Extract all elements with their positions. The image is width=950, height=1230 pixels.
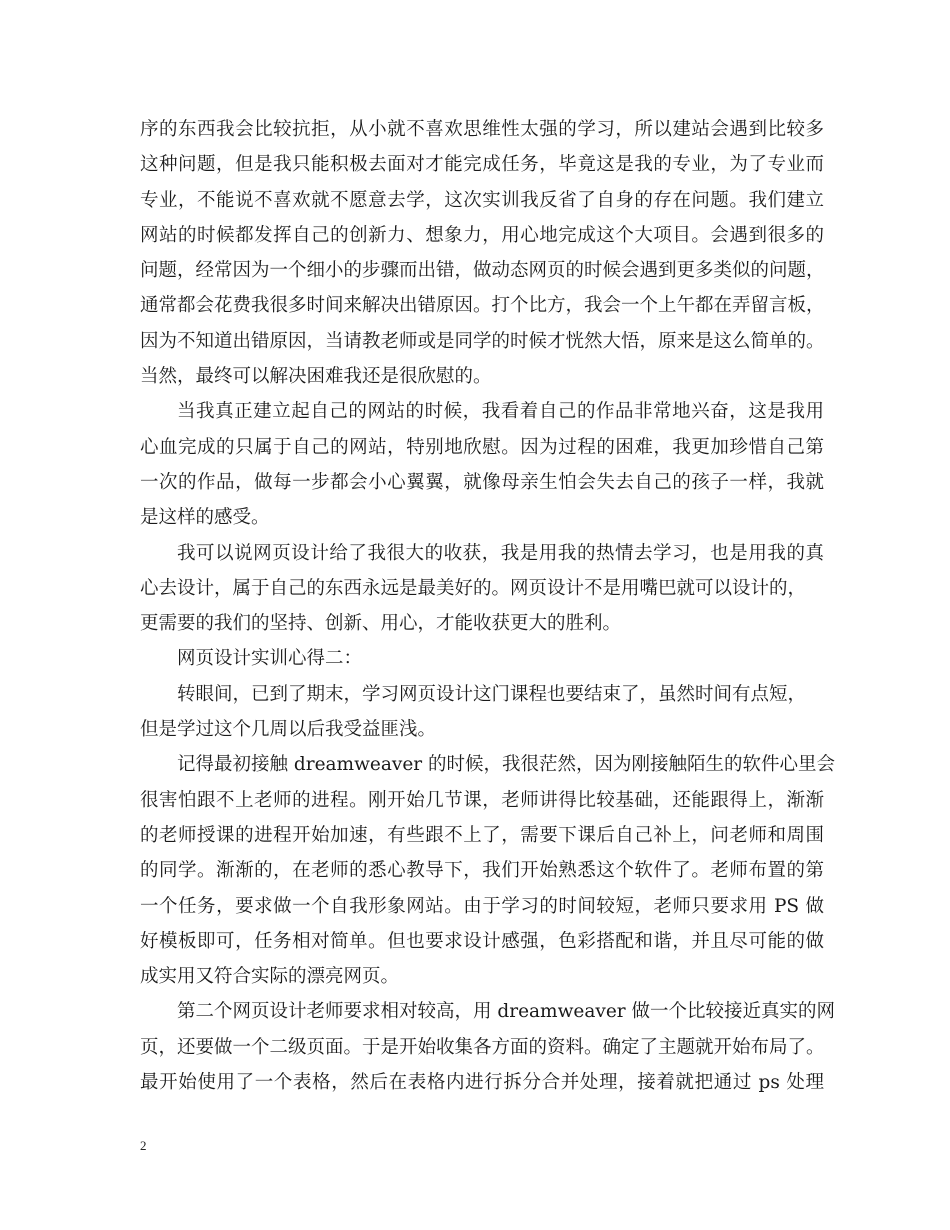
text-line: 网站的时候都发挥自己的创新力、想象力，用心地完成这个大项目。会遇到很多的 [140,224,824,246]
text-line: 第二个网页设计老师要求相对较高，用 dreamweaver 做一个比较接近真实的网 [177,1001,836,1023]
text-line: 好模板即可，任务相对简单。但也要求设计感强，色彩搭配和谐，并且尽可能的做 [140,930,824,952]
body-text [140,112,836,1100]
text-line: 这种问题，但是我只能积极去面对才能完成任务，毕竟这是我的专业，为了专业而 [140,154,824,176]
text-line: 记得最初接触 dreamweaver 的时候，我很茫然，因为刚接触陌生的软件心里会 [177,754,836,776]
text-line: 的老师授课的进程开始加速，有些跟不上了，需要下课后自己补上，问老师和周围 [140,824,824,846]
text-line: 是这样的感受。 [140,507,270,529]
text-line: 问题，经常因为一个细小的步骤而出错，做动态网页的时候会遇到更多类似的问题， [140,260,825,282]
text-line: 最开始使用了一个表格，然后在表格内进行拆分合并处理，接着就把通过 ps 处理 [140,1072,824,1094]
text-line: 转眼间，已到了期末，学习网页设计这门课程也要结束了，虽然时间有点短， [177,683,807,705]
text-line: 网页设计实训心得二： [177,648,363,670]
text-line: 成实用又符合实际的漂亮网页。 [140,966,400,988]
text-line: 心血完成的只属于自己的网站，特别地欣慰。因为过程的困难，我更加珍惜自己第 [140,436,824,458]
text-line: 专业，不能说不喜欢就不愿意去学，这次实训我反省了自身的存在问题。我们建立 [140,189,824,211]
text-line: 页，还要做一个二级页面。于是开始收集各方面的资料。确定了主题就开始布局了。 [140,1036,825,1058]
text-line: 的同学。渐渐的，在老师的悉心教导下，我们开始熟悉这个软件了。老师布置的第 [140,860,824,882]
page-number: 2 [140,1138,147,1153]
text-line: 通常都会花费我很多时间来解决出错原因。打个比方，我会一个上午都在弄留言板， [140,295,825,317]
text-line: 当我真正建立起自己的网站的时候，我看着自己的作品非常地兴奋，这是我用 [177,401,824,423]
text-line: 但是学过这个几周以后我受益匪浅。 [140,719,437,741]
text-line: 心去设计，属于自己的东西永远是最美好的。网页设计不是用嘴巴就可以设计的， [140,577,807,599]
text-line: 更需要的我们的坚持、创新、用心，才能收获更大的胜利。 [140,613,622,635]
text-line: 一次的作品，做每一步都会小心翼翼，就像母亲生怕会失去自己的孩子一样，我就 [140,471,824,493]
text-line: 很害怕跟不上老师的进程。刚开始几节课，老师讲得比较基础，还能跟得上，渐渐 [140,789,824,811]
text-line: 当然，最终可以解决困难我还是很欣慰的。 [140,366,492,388]
text-line: 我可以说网页设计给了我很大的收获，我是用我的热情去学习，也是用我的真 [177,542,824,564]
text-line: 序的东西我会比较抗拒，从小就不喜欢思维性太强的学习，所以建站会遇到比较多 [140,119,824,140]
text-line: 因为不知道出错原因，当请教老师或是同学的时候才恍然大悟，原来是这么简单的。 [140,330,825,352]
text-line: 一个任务，要求做一个自我形象网站。由于学习的时间较短，老师只要求用 PS 做 [140,895,824,917]
